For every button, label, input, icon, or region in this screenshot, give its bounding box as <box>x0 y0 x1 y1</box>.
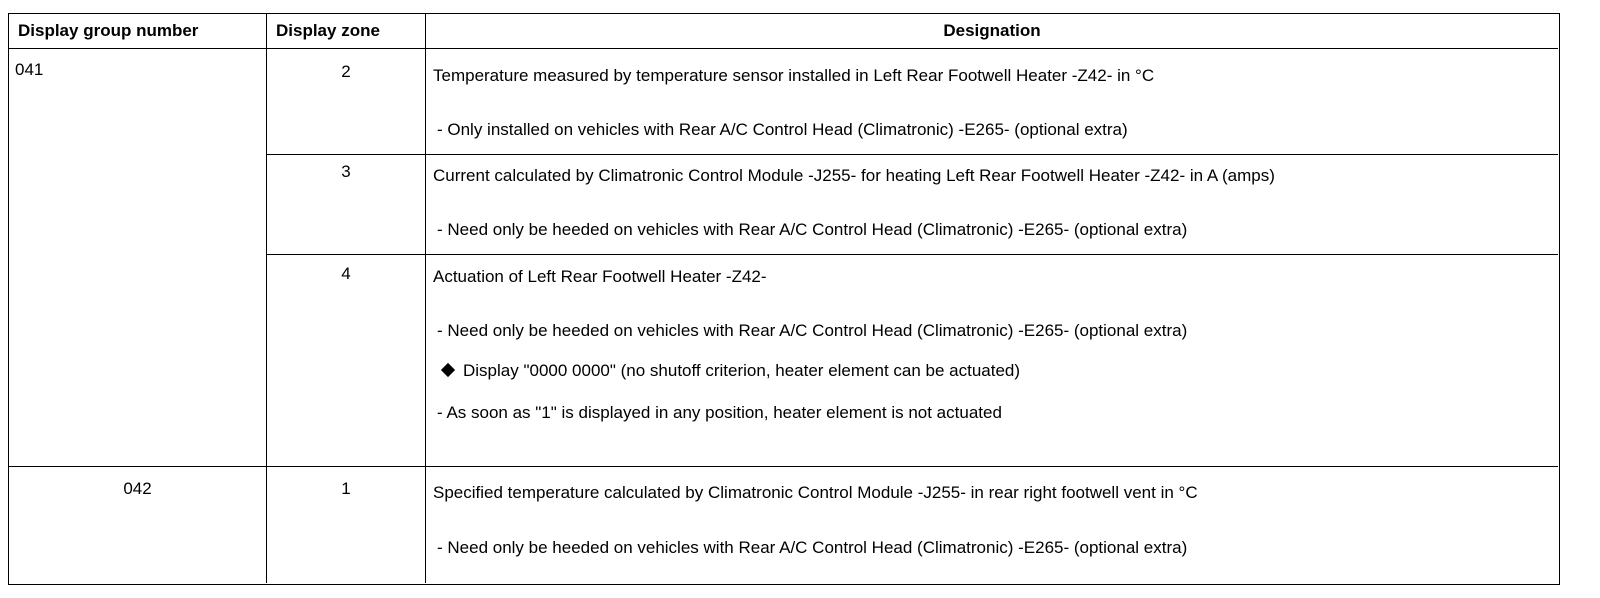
bullet-text: Display "0000 0000" (no shutoff criterion, heater element can be actuated) <box>463 361 1021 380</box>
designation-note: - Need only be heeded on vehicles with Rear A/C Control Head (Climatronic) -E265- (optional extra) <box>437 220 1188 239</box>
designation-text: Actuation of Left Rear Footwell Heater -Z42- <box>433 267 767 286</box>
designation-note: - Only installed on vehicles with Rear A/C Control Head (Climatronic) -E265- (optional extra) <box>437 120 1128 139</box>
designation-note: - Need only be heeded on vehicles with Rear A/C Control Head (Climatronic) -E265- (optional extra) <box>437 321 1188 340</box>
display-zone: 2 <box>341 62 351 81</box>
designation-text: Current calculated by Climatronic Control Module -J255- for heating Left Rear Footwell Heater -Z42- in A (amps) <box>433 166 1275 185</box>
bullet-item <box>443 361 1020 381</box>
header-designation: Designation <box>943 21 1041 40</box>
data-table <box>8 13 1560 585</box>
row-divider <box>266 254 1558 255</box>
designation-note: - As soon as "1" is displayed in any position, heater element is not actuated <box>437 403 1002 422</box>
display-zone: 3 <box>341 162 351 181</box>
designation-text: Specified temperature calculated by Climatronic Control Module -J255- in rear right footwell vent in °C <box>433 483 1198 502</box>
group-number: 042 <box>123 479 152 498</box>
display-zone: 4 <box>341 264 351 283</box>
header-display-zone: Display zone <box>276 21 380 40</box>
display-zone: 1 <box>341 479 351 498</box>
header-group-number: Display group number <box>18 21 199 40</box>
group-number: 041 <box>15 60 44 79</box>
row-divider <box>9 466 1558 467</box>
row-divider <box>266 154 1558 155</box>
column-divider <box>425 14 426 583</box>
designation-text: Temperature measured by temperature sensor installed in Left Rear Footwell Heater -Z42- in °C <box>433 66 1155 85</box>
designation-note: - Need only be heeded on vehicles with Rear A/C Control Head (Climatronic) -E265- (optional extra) <box>437 538 1188 557</box>
diamond-bullet-icon <box>441 363 455 377</box>
header-divider <box>9 48 1558 49</box>
